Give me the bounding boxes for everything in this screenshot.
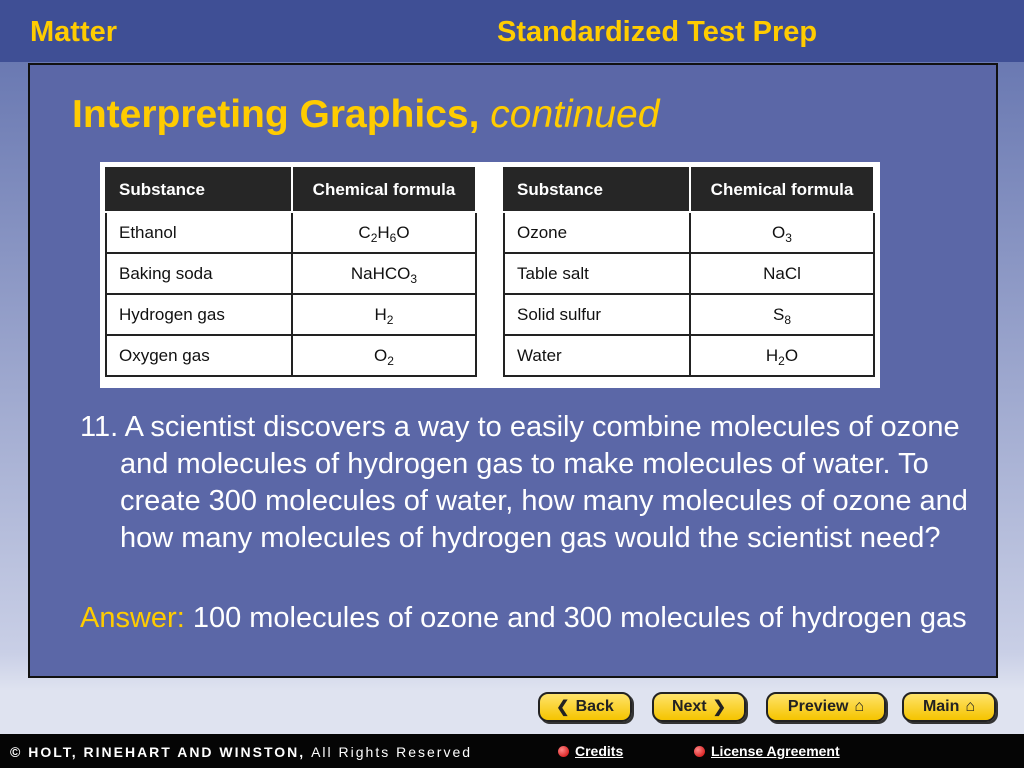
substance-cell: Oxygen gas bbox=[106, 335, 292, 376]
answer-label: Answer: bbox=[80, 602, 185, 634]
formula-element: S bbox=[772, 304, 785, 324]
back-button-label: Back bbox=[575, 698, 614, 715]
next-button[interactable] bbox=[652, 692, 746, 722]
formula-subscript: 2 bbox=[387, 353, 394, 368]
formula-cell bbox=[690, 253, 874, 294]
header-bar bbox=[0, 0, 1024, 62]
substance-cell: Ethanol bbox=[106, 212, 292, 253]
red-dot-icon bbox=[558, 746, 569, 757]
substance-cell: Solid sulfur bbox=[504, 294, 690, 335]
home-icon: ⌂ bbox=[965, 698, 976, 715]
table-row bbox=[504, 212, 874, 253]
column-header-formula: Chemical formula bbox=[690, 168, 874, 212]
substance-cell: Table salt bbox=[504, 253, 690, 294]
credits-link-label: Credits bbox=[575, 743, 624, 759]
main-button[interactable] bbox=[902, 692, 996, 722]
table-row bbox=[504, 335, 874, 376]
formula-element: O bbox=[374, 345, 388, 365]
table-row bbox=[106, 212, 476, 253]
formula-cell bbox=[292, 212, 476, 253]
table-row bbox=[106, 294, 476, 335]
formula-subscript: 2 bbox=[370, 230, 378, 245]
table-row bbox=[106, 335, 476, 376]
column-header-substance: Substance bbox=[504, 168, 690, 212]
column-header-substance: Substance bbox=[106, 168, 292, 212]
question-text: 11. A scientist discovers a way to easily combine molecules of ozone and molecules of hydrogen gas to make molecules of water. To create 300 molecules of water, how many molecules of ozone and how many molecules of hydrogen gas would the scientist need? bbox=[80, 411, 968, 554]
table-row bbox=[106, 253, 476, 294]
formula-element: H bbox=[765, 345, 779, 365]
credits-link[interactable] bbox=[558, 743, 623, 759]
rights-text: All Rights Reserved bbox=[311, 744, 473, 760]
preview-button[interactable] bbox=[766, 692, 886, 722]
formula-element: NaHCO bbox=[350, 263, 411, 283]
back-button[interactable] bbox=[538, 692, 632, 722]
answer-value: 100 molecules of ozone and 300 molecules of hydrogen gas bbox=[192, 602, 967, 634]
preview-button-label: Preview bbox=[787, 698, 849, 715]
substance-cell: Hydrogen gas bbox=[106, 294, 292, 335]
substance-cell: Water bbox=[504, 335, 690, 376]
slide-title bbox=[72, 93, 659, 137]
formula-cell bbox=[690, 294, 874, 335]
slide-title-main: Interpreting Graphics, bbox=[72, 93, 480, 136]
copyright-symbol: © bbox=[10, 744, 23, 760]
formula-subscript: 2 bbox=[778, 353, 785, 368]
formula-table-left bbox=[105, 167, 477, 377]
formula-subscript: 3 bbox=[785, 230, 792, 245]
substance-cell: Baking soda bbox=[106, 253, 292, 294]
formula-element: NaCl bbox=[763, 263, 801, 283]
formula-element: H bbox=[374, 304, 387, 324]
slide-title-continued: continued bbox=[490, 93, 660, 136]
table-row bbox=[504, 294, 874, 335]
formula-subscript: 8 bbox=[784, 312, 792, 327]
home-icon: ⌂ bbox=[854, 698, 865, 715]
license-link[interactable] bbox=[694, 743, 840, 759]
formula-cell bbox=[690, 335, 874, 376]
publisher-name: HOLT, RINEHART AND WINSTON, bbox=[28, 744, 306, 760]
formula-subscript: 2 bbox=[386, 312, 394, 327]
chapter-title: Matter bbox=[30, 16, 118, 48]
column-header-formula: Chemical formula bbox=[292, 168, 476, 212]
formula-cell bbox=[690, 212, 874, 253]
formula-cell bbox=[292, 294, 476, 335]
formula-element: O bbox=[784, 345, 799, 365]
main-button-label: Main bbox=[922, 698, 960, 715]
section-title: Standardized Test Prep bbox=[497, 16, 818, 48]
table-row bbox=[504, 253, 874, 294]
chevron-left-icon: ❮ bbox=[556, 699, 570, 716]
formula-element: O bbox=[396, 222, 410, 242]
formula-element: O bbox=[772, 222, 786, 242]
content-panel bbox=[28, 63, 998, 678]
formula-element: C bbox=[358, 222, 371, 242]
answer-text bbox=[80, 600, 980, 637]
chevron-right-icon: ❯ bbox=[712, 699, 727, 716]
formula-subscript: 6 bbox=[389, 230, 397, 245]
copyright-notice bbox=[10, 744, 472, 760]
next-button-label: Next bbox=[671, 698, 707, 715]
license-link-label: License Agreement bbox=[711, 743, 840, 759]
footer-bar bbox=[0, 734, 1024, 768]
formula-table-right bbox=[503, 167, 875, 377]
red-dot-icon bbox=[694, 746, 705, 757]
substance-cell: Ozone bbox=[504, 212, 690, 253]
formula-tables bbox=[100, 162, 880, 388]
formula-subscript: 3 bbox=[410, 271, 418, 286]
formula-cell bbox=[292, 253, 476, 294]
formula-element: H bbox=[377, 222, 390, 242]
formula-cell bbox=[292, 335, 476, 376]
